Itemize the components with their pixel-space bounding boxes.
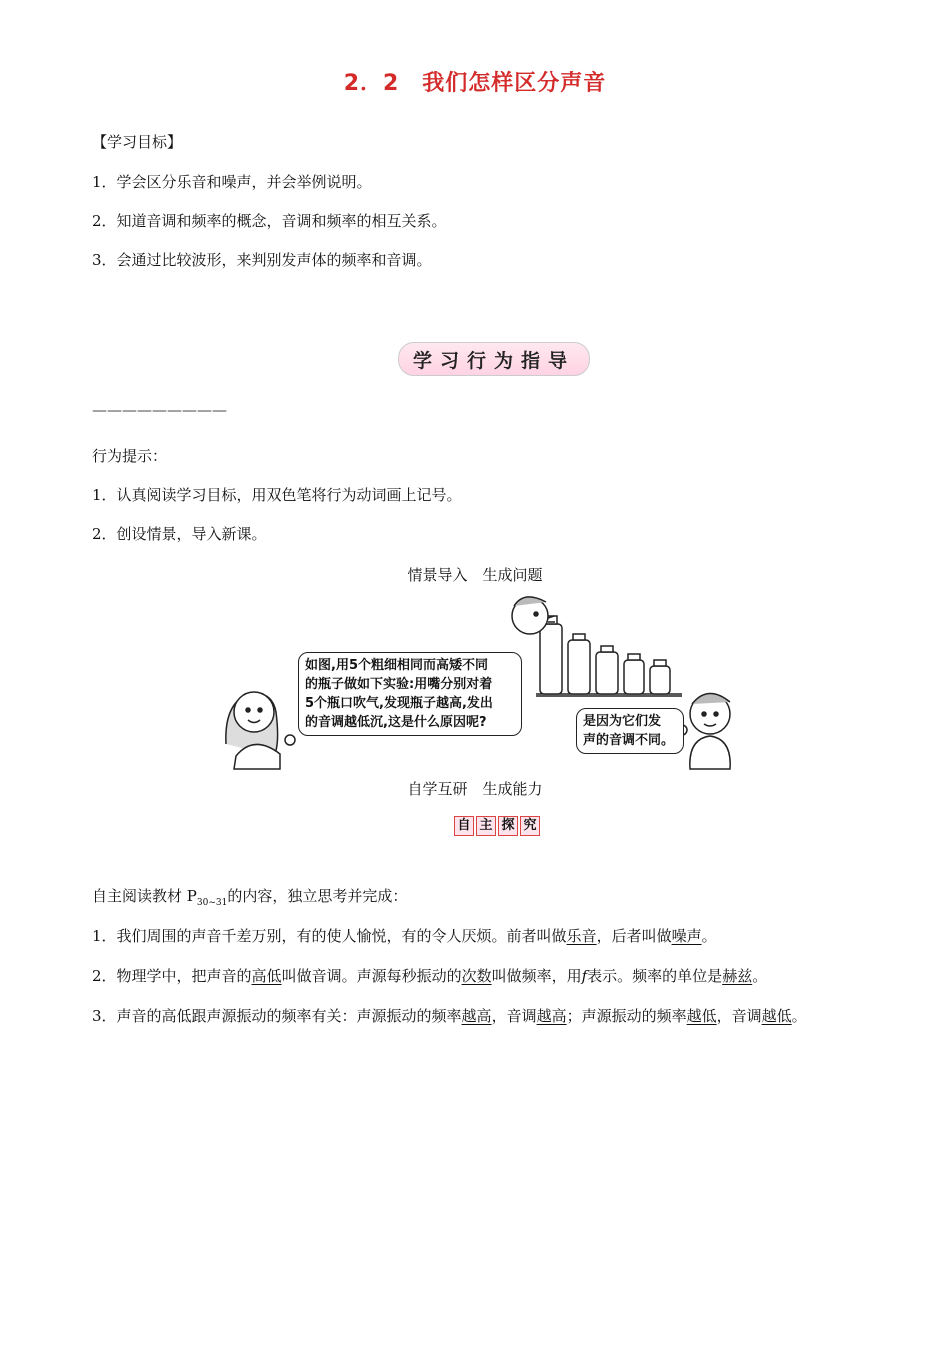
bubble-line: 5个瓶口吹气,发现瓶子越高,发出 — [305, 696, 493, 711]
bubble-line: 声的音调不同。 — [583, 733, 675, 748]
q3-answer-1: 越高 — [461, 1007, 492, 1025]
tip-item: 2．创设情景，导入新课。 — [92, 525, 267, 543]
objectives-heading: 【学习目标】 — [92, 133, 183, 151]
reading-prefix: 自主阅读教材 P — [92, 887, 197, 905]
q3-text: 。 — [791, 1007, 807, 1025]
bubble-line: 是因为它们发 — [583, 714, 662, 729]
q3-answer-3: 越低 — [686, 1007, 717, 1025]
q2-text: 。 — [752, 967, 768, 985]
objective-item: 1．学会区分乐音和噪声，并会举例说明。 — [92, 173, 372, 191]
q3-answer-4: 越低 — [761, 1007, 792, 1025]
q2-answer-1: 高低 — [251, 967, 282, 985]
bubble-line: 如图,用5个粗细相同而高矮不同 — [305, 658, 488, 673]
frequency-symbol: f — [581, 967, 588, 985]
bubble-line: 的音调越低沉,这是什么原因呢? — [305, 715, 487, 730]
q1-answer-1: 乐音 — [566, 927, 597, 945]
q1-text: 。 — [701, 927, 717, 945]
q2-text: 表示。频率的单位是 — [587, 967, 723, 985]
badge-char: 自 — [454, 816, 474, 836]
question-1 — [92, 926, 717, 946]
self-explore-badge — [452, 816, 544, 836]
q3-text: ；声源振动的频率 — [566, 1007, 687, 1025]
divider-line: ————————— — [92, 401, 227, 419]
girl-figure — [226, 692, 295, 769]
q3-answer-2: 越高 — [536, 1007, 567, 1025]
q1-text: 1．我们周围的声音千差万别，有的使人愉悦，有的令人厌烦。前者叫做 — [92, 927, 567, 945]
q3-text: ，音调 — [491, 1007, 537, 1025]
tips-heading: 行为提示： — [92, 447, 168, 465]
objective-item: 3．会通过比较波形，来判别发声体的频率和音调。 — [92, 251, 432, 269]
section-heading-self-study: 自学互研 生成能力 — [407, 780, 543, 798]
badge-char: 究 — [520, 816, 540, 836]
question-3 — [92, 1006, 807, 1026]
q1-text: ，后者叫做 — [596, 927, 672, 945]
question-2 — [92, 966, 767, 986]
q3-text: 3．声音的高低跟声源振动的频率有关：声源振动的频率 — [92, 1007, 462, 1025]
q2-text: 叫做频率，用 — [491, 967, 582, 985]
reading-instruction — [92, 886, 407, 913]
page-title: 2．2 我们怎样区分声音 — [343, 71, 607, 96]
bubble-line: 的瓶子做如下实验:用嘴分别对着 — [305, 677, 493, 692]
q2-text: 2．物理学中，把声音的 — [92, 967, 252, 985]
q3-text: ，音调 — [716, 1007, 762, 1025]
section-heading-situation: 情景导入 生成问题 — [407, 566, 543, 584]
badge-char: 探 — [498, 816, 518, 836]
tip-item: 1．认真阅读学习目标，用双色笔将行为动词画上记号。 — [92, 486, 462, 504]
bottles-figure — [536, 616, 682, 696]
badge-char: 主 — [476, 816, 496, 836]
q2-answer-3: 赫兹 — [722, 967, 753, 985]
speech-bubble-answer — [576, 708, 684, 754]
reading-suffix: 的内容，独立思考并完成： — [227, 887, 408, 905]
page-range: 30~31 — [196, 898, 228, 908]
q2-text: 叫做音调。声源每秒振动的 — [281, 967, 462, 985]
q1-answer-2: 噪声 — [671, 927, 702, 945]
q2-answer-2: 次数 — [461, 967, 492, 985]
boy-figure — [677, 693, 730, 769]
objective-item: 2．知道音调和频率的概念，音调和频率的相互关系。 — [92, 212, 447, 230]
guidance-banner: 学习行为指导 — [398, 342, 590, 376]
speech-bubble-question — [298, 652, 522, 736]
